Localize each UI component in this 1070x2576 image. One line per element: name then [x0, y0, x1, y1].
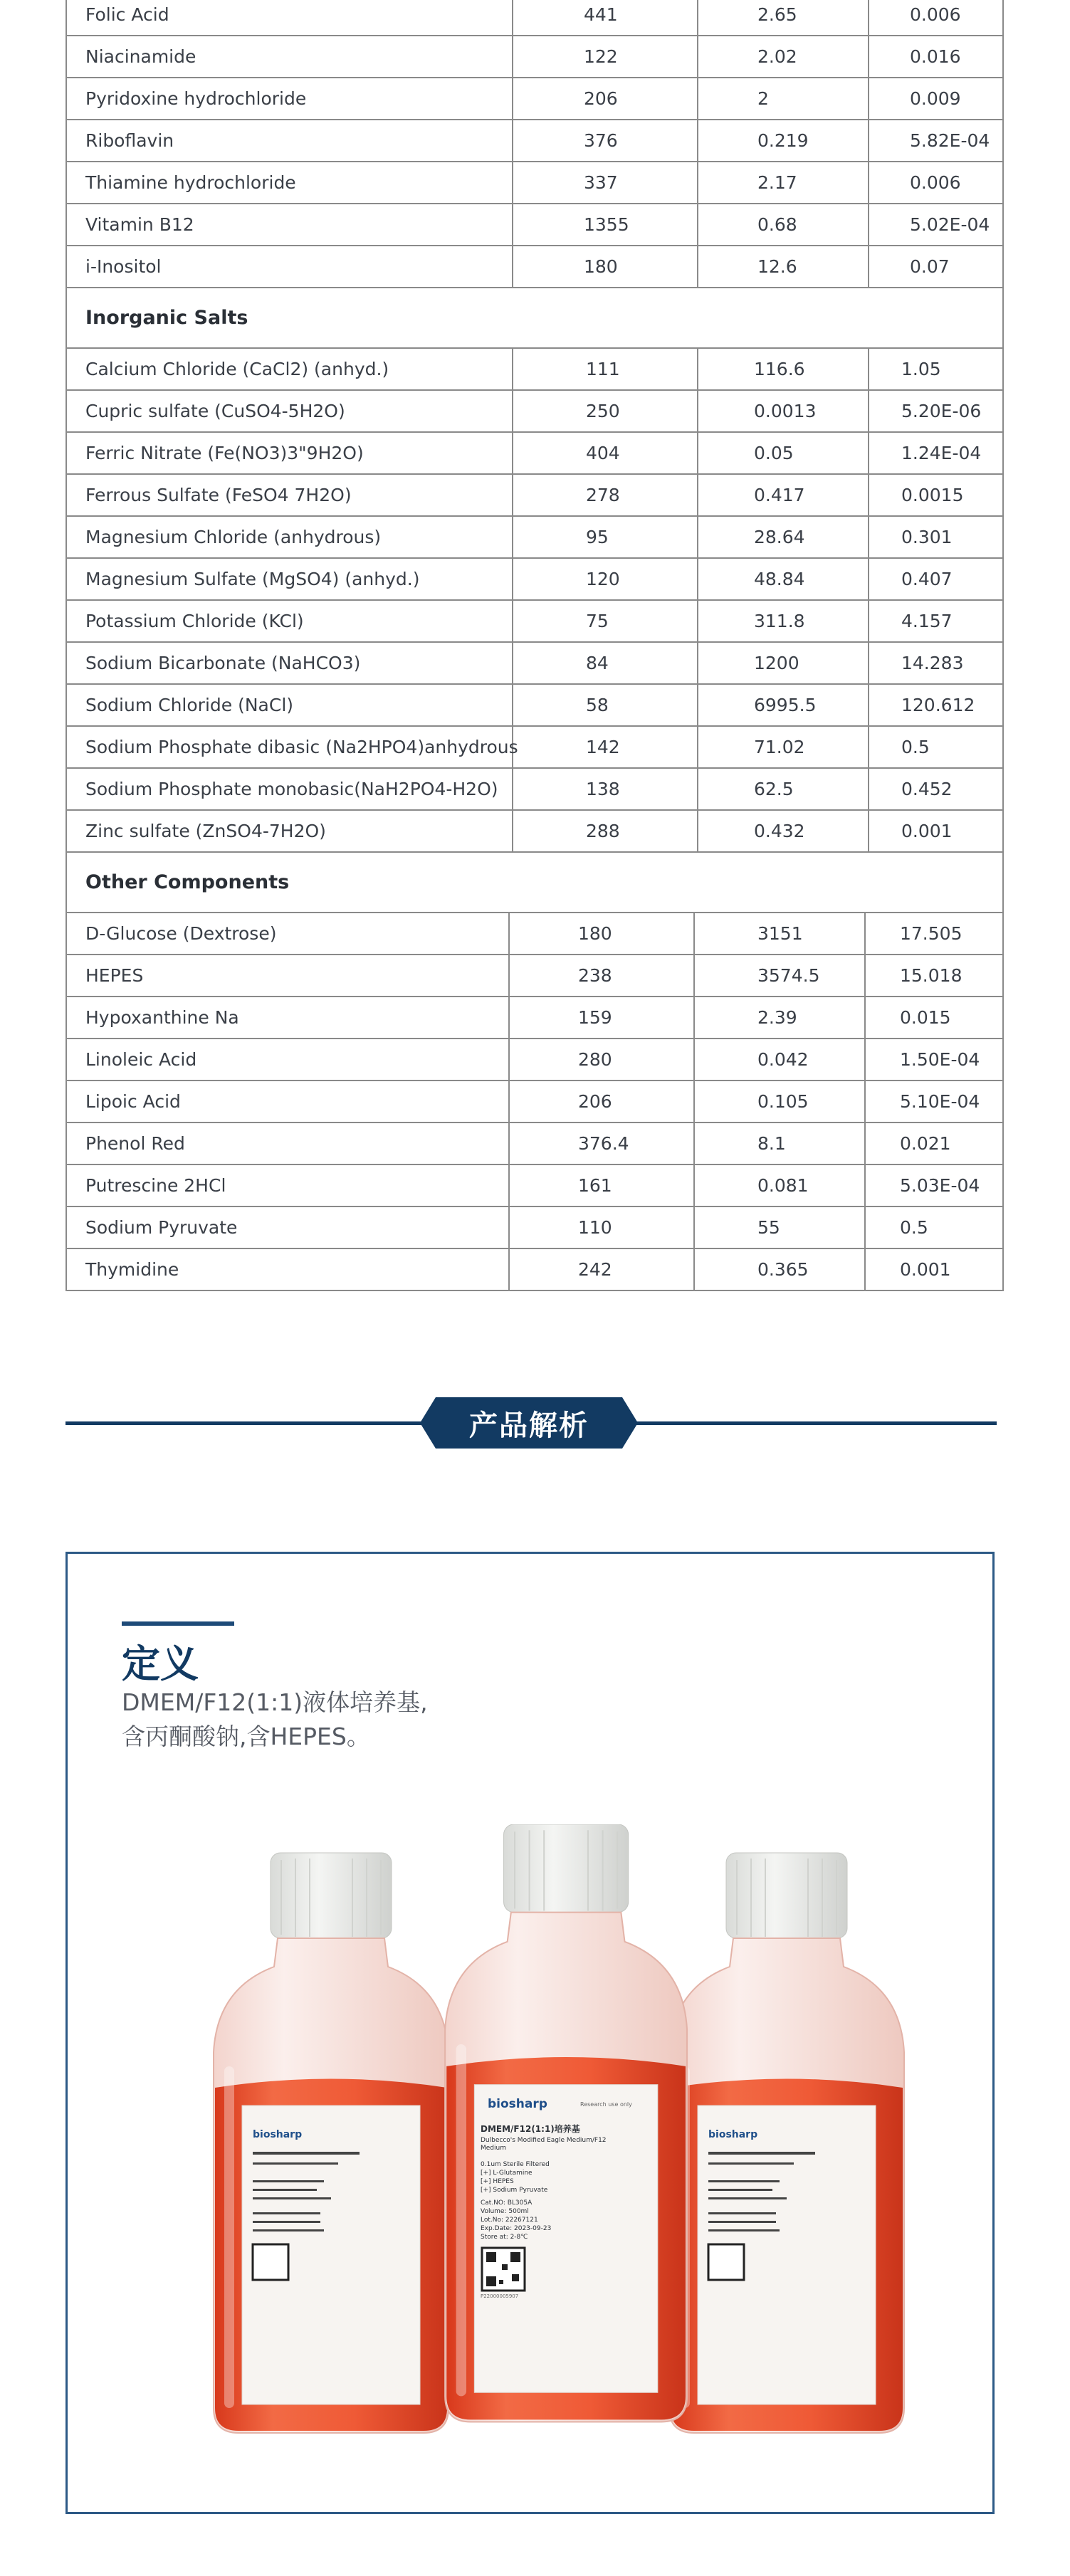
concentration-mg-l-cell: 2 — [757, 88, 769, 109]
column-divider — [508, 1207, 510, 1248]
column-divider — [697, 685, 698, 725]
column-divider — [868, 601, 869, 641]
column-divider — [512, 120, 513, 161]
column-divider — [508, 913, 510, 954]
label-filter: 0.1um Sterile Filtered — [481, 2161, 550, 2168]
component-name-cell: HEPES — [85, 965, 144, 986]
table-row — [65, 1123, 1004, 1165]
concentration-mm-cell: 0.5 — [901, 737, 930, 757]
component-name-cell: Sodium Phosphate dibasic (Na2HPO4)anhydrous — [85, 737, 518, 757]
column-divider — [697, 601, 698, 641]
component-name-cell: Sodium Pyruvate — [85, 1217, 238, 1238]
label-right-brand: biosharp — [708, 2129, 758, 2140]
section-divider-right — [622, 1421, 997, 1425]
table-row — [65, 559, 1004, 601]
column-divider — [868, 769, 869, 809]
table-row — [65, 1081, 1004, 1123]
concentration-mg-l-cell: 0.0013 — [754, 401, 817, 421]
column-divider — [697, 475, 698, 515]
table-row — [65, 36, 1004, 78]
concentration-mg-l-cell: 62.5 — [754, 779, 794, 799]
concentration-mm-cell: 0.07 — [910, 256, 950, 277]
component-name-cell: Zinc sulfate (ZnSO4-7H2O) — [85, 821, 326, 841]
concentration-mm-cell: 0.0015 — [901, 485, 964, 505]
concentration-mg-l-cell: 0.105 — [757, 1091, 809, 1112]
column-divider — [868, 811, 869, 851]
molecular-weight-cell: 142 — [586, 737, 620, 757]
molecular-weight-cell: 120 — [586, 569, 620, 589]
column-divider — [693, 1123, 695, 1164]
table-row — [65, 955, 1004, 997]
column-divider — [693, 1081, 695, 1122]
label-feature-2: [+] HEPES — [481, 2178, 514, 2185]
column-divider — [693, 955, 695, 996]
concentration-mg-l-cell: 116.6 — [754, 359, 805, 379]
qr-code-icon — [482, 2248, 525, 2291]
concentration-mm-cell: 5.03E-04 — [900, 1175, 980, 1196]
concentration-mm-cell: 1.24E-04 — [901, 443, 982, 463]
column-divider — [868, 643, 869, 683]
column-divider — [868, 246, 869, 287]
column-divider — [512, 475, 513, 515]
table-row — [65, 391, 1004, 433]
column-divider — [864, 1165, 866, 1206]
table-row — [65, 0, 1004, 36]
column-divider — [864, 1249, 866, 1290]
concentration-mm-cell: 0.407 — [901, 569, 953, 589]
concentration-mg-l-cell: 2.39 — [757, 1007, 797, 1028]
concentration-mg-l-cell: 0.417 — [754, 485, 805, 505]
concentration-mg-l-cell: 28.64 — [754, 527, 805, 547]
concentration-mm-cell: 17.505 — [900, 923, 963, 944]
concentration-mg-l-cell: 8.1 — [757, 1133, 786, 1154]
column-divider — [512, 517, 513, 557]
column-divider — [868, 559, 869, 599]
column-divider — [508, 1165, 510, 1206]
definition-line-2: 含丙酮酸钠,含HEPES。 — [122, 1723, 370, 1750]
column-divider — [697, 559, 698, 599]
label-cat: Cat.NO: BL305A — [481, 2199, 533, 2207]
column-divider — [864, 1123, 866, 1164]
column-divider — [512, 769, 513, 809]
molecular-weight-cell: 161 — [578, 1175, 612, 1196]
concentration-mg-l-cell: 2.17 — [757, 172, 797, 193]
molecular-weight-cell: 337 — [584, 172, 618, 193]
molecular-weight-cell: 1355 — [584, 214, 629, 235]
component-name-cell: Potassium Chloride (KCl) — [85, 611, 304, 631]
column-divider — [512, 246, 513, 287]
table-row — [65, 78, 1004, 120]
table-row — [65, 475, 1004, 517]
concentration-mg-l-cell: 3151 — [757, 923, 803, 944]
concentration-mm-cell: 1.50E-04 — [900, 1049, 980, 1070]
concentration-mg-l-cell: 1200 — [754, 653, 799, 673]
concentration-mg-l-cell: 0.68 — [757, 214, 797, 235]
table-row — [65, 1249, 1004, 1291]
label-lot: Lot.No: 22267121 — [481, 2217, 538, 2224]
table-row — [65, 997, 1004, 1039]
column-divider — [508, 997, 510, 1038]
column-divider — [697, 727, 698, 767]
component-name-cell: Putrescine 2HCl — [85, 1175, 226, 1196]
molecular-weight-cell: 288 — [586, 821, 620, 841]
column-divider — [868, 727, 869, 767]
column-divider — [697, 643, 698, 683]
column-divider — [868, 162, 869, 203]
concentration-mm-cell: 0.016 — [910, 46, 961, 67]
definition-title: 定义 — [122, 1641, 199, 1686]
label-feature-3: [+] Sodium Pyruvate — [481, 2187, 548, 2194]
component-name-cell: Linoleic Acid — [85, 1049, 197, 1070]
molecular-weight-cell: 84 — [586, 653, 609, 673]
bottle-front-image — [445, 1824, 687, 2422]
column-divider — [868, 36, 869, 77]
molecular-weight-cell: 110 — [578, 1217, 612, 1238]
column-divider — [697, 811, 698, 851]
concentration-mg-l-cell: 12.6 — [757, 256, 797, 277]
column-divider — [693, 1249, 695, 1290]
concentration-mm-cell: 0.006 — [910, 172, 961, 193]
molecular-weight-cell: 58 — [586, 695, 609, 715]
column-divider — [864, 997, 866, 1038]
column-divider — [697, 391, 698, 431]
table-row — [65, 1039, 1004, 1081]
concentration-mm-cell: 1.05 — [901, 359, 941, 379]
column-divider — [697, 120, 698, 161]
component-name-cell: Ferrous Sulfate (FeSO4 7H2O) — [85, 485, 352, 505]
column-divider — [868, 0, 869, 35]
definition-panel — [65, 1552, 995, 2514]
molecular-weight-cell: 404 — [586, 443, 620, 463]
column-divider — [864, 955, 866, 996]
column-divider — [693, 1165, 695, 1206]
column-divider — [868, 204, 869, 245]
column-divider — [512, 78, 513, 119]
column-divider — [512, 433, 513, 473]
column-divider — [693, 1039, 695, 1080]
column-divider — [512, 36, 513, 77]
label-store: Store at: 2-8℃ — [481, 2234, 528, 2241]
component-name-cell: Thiamine hydrochloride — [85, 172, 296, 193]
column-divider — [868, 433, 869, 473]
column-divider — [508, 1249, 510, 1290]
concentration-mm-cell: 5.82E-04 — [910, 130, 990, 151]
component-name-cell: Riboflavin — [85, 130, 174, 151]
molecular-weight-cell: 250 — [586, 401, 620, 421]
component-name-cell: Cupric sulfate (CuSO4-5H2O) — [85, 401, 345, 421]
column-divider — [868, 120, 869, 161]
column-divider — [512, 0, 513, 35]
column-divider — [697, 433, 698, 473]
concentration-mm-cell: 4.157 — [901, 611, 953, 631]
table-section-header: Other Components — [65, 853, 1004, 913]
column-divider — [508, 1123, 510, 1164]
component-name-cell: Lipoic Acid — [85, 1091, 181, 1112]
component-name-cell: Sodium Chloride (NaCl) — [85, 695, 294, 715]
component-name-cell: Vitamin B12 — [85, 214, 194, 235]
molecular-weight-cell: 122 — [584, 46, 618, 67]
column-divider — [697, 517, 698, 557]
table-row — [65, 685, 1004, 727]
concentration-mg-l-cell: 71.02 — [754, 737, 805, 757]
table-section-header: Inorganic Salts — [65, 288, 1004, 349]
label-brand: biosharp — [488, 2097, 547, 2111]
table-row — [65, 349, 1004, 391]
table-row — [65, 727, 1004, 769]
table-row — [65, 162, 1004, 204]
product-bottles-image — [210, 1824, 922, 2493]
concentration-mg-l-cell: 0.05 — [754, 443, 794, 463]
table-row — [65, 246, 1004, 288]
column-divider — [508, 1081, 510, 1122]
component-name-cell: i-Inositol — [85, 256, 162, 277]
column-divider — [864, 1081, 866, 1122]
column-divider — [868, 78, 869, 119]
column-divider — [512, 601, 513, 641]
concentration-mm-cell: 0.001 — [900, 1259, 951, 1280]
table-row — [65, 433, 1004, 475]
column-divider — [864, 1039, 866, 1080]
column-divider — [512, 559, 513, 599]
concentration-mm-cell: 5.20E-06 — [901, 401, 982, 421]
table-row — [65, 769, 1004, 811]
component-name-cell: D-Glucose (Dextrose) — [85, 923, 277, 944]
definition-line-1: DMEM/F12(1:1)液体培养基, — [122, 1688, 428, 1716]
column-divider — [697, 246, 698, 287]
column-divider — [697, 769, 698, 809]
section-divider-left — [65, 1421, 436, 1425]
concentration-mm-cell: 0.006 — [910, 4, 961, 25]
concentration-mm-cell: 5.10E-04 — [900, 1091, 980, 1112]
component-name-cell: Magnesium Chloride (anhydrous) — [85, 527, 382, 547]
label-product-sub1: Dulbecco's Modified Eagle Medium/F12 — [481, 2137, 607, 2144]
molecular-weight-cell: 280 — [578, 1049, 612, 1070]
component-name-cell: Ferric Nitrate (Fe(NO3)3"9H2O) — [85, 443, 364, 463]
component-name-cell: Pyridoxine hydrochloride — [85, 88, 307, 109]
component-name-cell: Hypoxanthine Na — [85, 1007, 239, 1028]
column-divider — [868, 349, 869, 389]
concentration-mg-l-cell: 0.365 — [757, 1259, 809, 1280]
concentration-mm-cell: 0.452 — [901, 779, 953, 799]
molecular-weight-cell: 242 — [578, 1259, 612, 1280]
label-volume: Volume: 500ml — [481, 2208, 529, 2215]
column-divider — [693, 1207, 695, 1248]
molecular-weight-cell: 138 — [586, 779, 620, 799]
concentration-mm-cell: 14.283 — [901, 653, 964, 673]
section-title-badge — [420, 1397, 638, 1449]
label-feature-1: [+] L-Glutamine — [481, 2170, 533, 2177]
concentration-mm-cell: 0.301 — [901, 527, 953, 547]
table-row — [65, 811, 1004, 853]
column-divider — [864, 913, 866, 954]
molecular-weight-cell: 278 — [586, 485, 620, 505]
molecular-weight-cell: 111 — [586, 359, 620, 379]
column-divider — [512, 391, 513, 431]
concentration-mm-cell: 0.015 — [900, 1007, 951, 1028]
column-divider — [697, 78, 698, 119]
definition-text — [122, 1686, 428, 1754]
column-divider — [697, 36, 698, 77]
column-divider — [512, 162, 513, 203]
concentration-mg-l-cell: 0.219 — [757, 130, 809, 151]
molecular-weight-cell: 206 — [584, 88, 618, 109]
column-divider — [697, 204, 698, 245]
label-exp: Exp.Date: 2023-09-23 — [481, 2225, 552, 2232]
label-code: P22000005907 — [481, 2293, 519, 2299]
column-divider — [508, 1039, 510, 1080]
column-divider — [697, 162, 698, 203]
component-name-cell: Phenol Red — [85, 1133, 185, 1154]
table-row — [65, 204, 1004, 246]
molecular-weight-cell: 376 — [584, 130, 618, 151]
column-divider — [512, 349, 513, 389]
column-divider — [508, 955, 510, 996]
concentration-mg-l-cell: 2.02 — [757, 46, 797, 67]
molecular-weight-cell: 180 — [578, 923, 612, 944]
concentration-mg-l-cell: 0.042 — [757, 1049, 809, 1070]
concentration-mm-cell: 0.021 — [900, 1133, 951, 1154]
component-name-cell: Thymidine — [85, 1259, 179, 1280]
concentration-mm-cell: 15.018 — [900, 965, 963, 986]
molecular-weight-cell: 206 — [578, 1091, 612, 1112]
label-left-brand: biosharp — [253, 2129, 303, 2140]
section-title: 产品解析 — [469, 1409, 589, 1442]
molecular-weight-cell: 238 — [578, 965, 612, 986]
concentration-mg-l-cell: 55 — [757, 1217, 780, 1238]
molecular-weight-cell: 95 — [586, 527, 609, 547]
composition-table — [65, 0, 1004, 1291]
concentration-mg-l-cell: 311.8 — [754, 611, 805, 631]
component-name-cell: Folic Acid — [85, 4, 169, 25]
label-brand-sub: Research use only — [580, 2101, 632, 2108]
concentration-mg-l-cell: 2.65 — [757, 4, 797, 25]
column-divider — [693, 997, 695, 1038]
column-divider — [868, 517, 869, 557]
column-divider — [868, 685, 869, 725]
molecular-weight-cell: 75 — [586, 611, 609, 631]
column-divider — [512, 204, 513, 245]
column-divider — [697, 0, 698, 35]
concentration-mg-l-cell: 0.432 — [754, 821, 805, 841]
table-row — [65, 601, 1004, 643]
table-row — [65, 517, 1004, 559]
concentration-mm-cell: 120.612 — [901, 695, 975, 715]
concentration-mm-cell: 0.009 — [910, 88, 961, 109]
component-name-cell: Magnesium Sulfate (MgSO4) (anhyd.) — [85, 569, 420, 589]
column-divider — [697, 349, 698, 389]
molecular-weight-cell: 180 — [584, 256, 618, 277]
label-product: DMEM/F12(1:1)培养基 — [481, 2124, 580, 2134]
component-name-cell: Sodium Bicarbonate (NaHCO3) — [85, 653, 361, 673]
bottle-right-image — [669, 1853, 904, 2433]
component-name-cell: Niacinamide — [85, 46, 196, 67]
molecular-weight-cell: 159 — [578, 1007, 612, 1028]
molecular-weight-cell: 441 — [584, 4, 618, 25]
column-divider — [864, 1207, 866, 1248]
bottle-left-image — [214, 1853, 449, 2433]
concentration-mm-cell: 0.5 — [900, 1217, 928, 1238]
column-divider — [868, 391, 869, 431]
column-divider — [868, 475, 869, 515]
table-row — [65, 643, 1004, 685]
concentration-mg-l-cell: 3574.5 — [757, 965, 820, 986]
concentration-mg-l-cell: 6995.5 — [754, 695, 817, 715]
column-divider — [693, 913, 695, 954]
definition-accent-bar — [122, 1621, 234, 1626]
column-divider — [512, 811, 513, 851]
concentration-mg-l-cell: 48.84 — [754, 569, 805, 589]
concentration-mm-cell: 0.001 — [901, 821, 953, 841]
table-row — [65, 1207, 1004, 1249]
column-divider — [512, 685, 513, 725]
component-name-cell: Calcium Chloride (CaCl2) (anhyd.) — [85, 359, 389, 379]
table-row — [65, 120, 1004, 162]
molecular-weight-cell: 376.4 — [578, 1133, 629, 1154]
component-name-cell: Sodium Phosphate monobasic(NaH2PO4-H2O) — [85, 779, 498, 799]
concentration-mm-cell: 5.02E-04 — [910, 214, 990, 235]
table-row — [65, 913, 1004, 955]
table-row — [65, 1165, 1004, 1207]
column-divider — [512, 643, 513, 683]
concentration-mg-l-cell: 0.081 — [757, 1175, 809, 1196]
label-product-sub2: Medium — [481, 2145, 506, 2152]
